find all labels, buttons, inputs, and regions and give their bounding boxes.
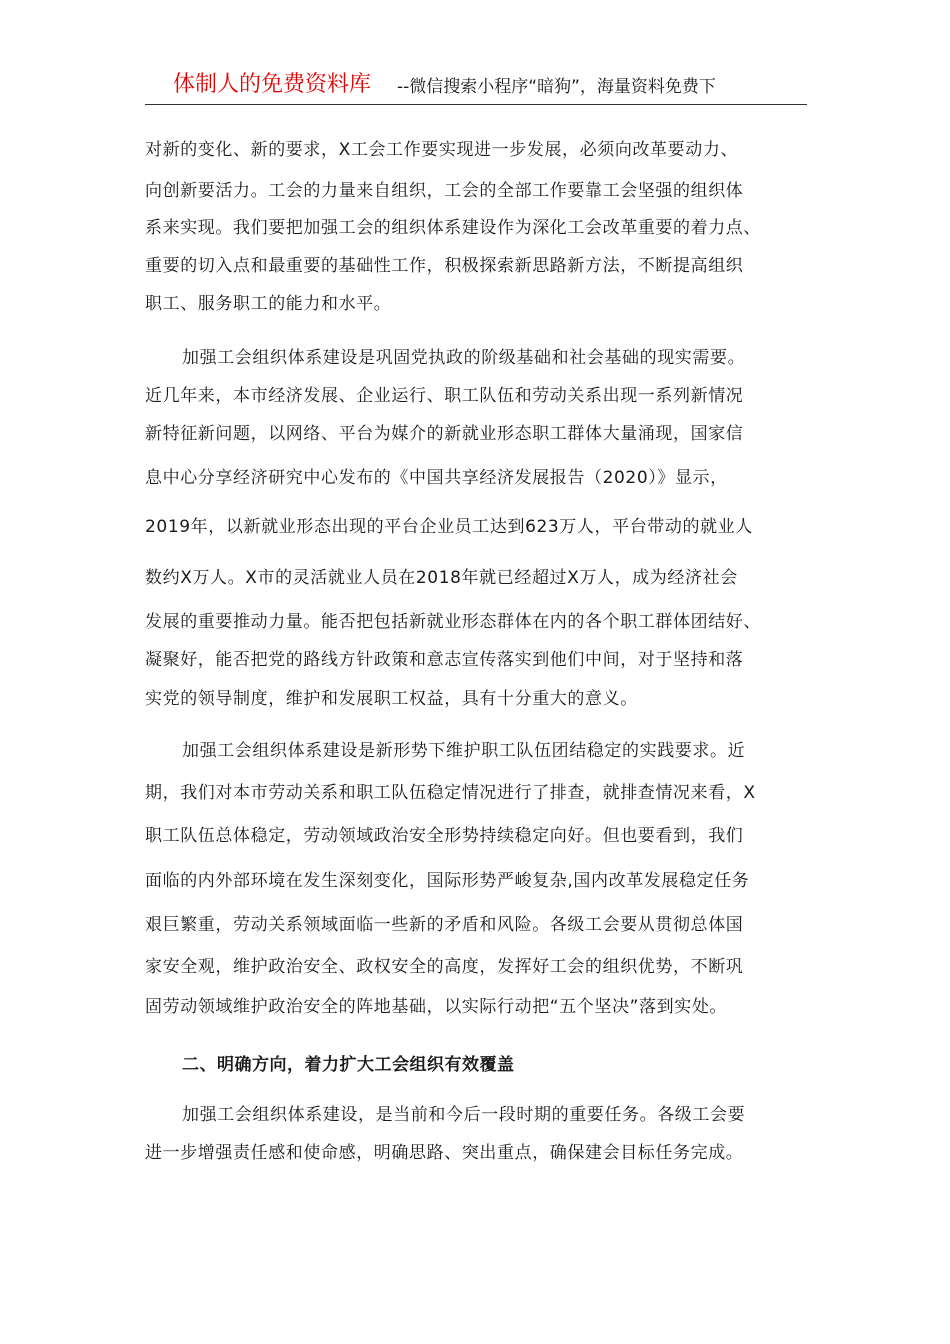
header-brand: 体制人的免费资料库 [173,72,372,97]
paragraph-line: 向创新要活力。工会的力量来自组织，工会的全部工作要靠工会坚强的组织体 [145,181,744,201]
paragraph-line: 重要的切入点和最重要的基础性工作，积极探索新思路新方法，不断提高组织 [145,256,744,276]
paragraph-line: 职工队伍总体稳定，劳动领域政治安全形势持续稳定向好。但也要看到，我们 [145,826,744,846]
paragraph-line: 实党的领导制度，维护和发展职工权益，具有十分重大的意义。 [145,689,638,709]
paragraph-line: 数约X万人。X市的灵活就业人员在2018年就已经超过X万人，成为经济社会 [145,568,738,588]
paragraph-line: 系来实现。我们要把加强工会的组织体系建设作为深化工会改革重要的着力点、 [145,218,761,238]
paragraph-line: 面临的内外部环境在发生深刻变化，国际形势严峻复杂,国内改革发展稳定任务 [145,871,750,891]
paragraph-line: 凝聚好，能否把党的路线方针政策和意志宣传落实到他们中间，对于坚持和落 [145,650,744,670]
paragraph-line: 职工、服务职工的能力和水平。 [145,294,392,314]
paragraph-line: 发展的重要推动力量。能否把包括新就业形态群体在内的各个职工群体团结好、 [145,612,761,632]
header-tagline: --微信搜索小程序“暗狗”，海量资料免费下 [397,77,716,97]
paragraph-line: 息中心分享经济研究中心发布的《中国共享经济发展报告（2020）》显示， [145,468,728,488]
paragraph-line: 对新的变化、新的要求，X工会工作要实现进一步发展，必须向改革要动力、 [145,140,739,160]
paragraph-line: 进一步增强责任感和使命感，明确思路、突出重点，确保建会目标任务完成。 [145,1143,744,1163]
paragraph-line: 期，我们对本市劳动关系和职工队伍稳定情况进行了排查，就排查情况来看，X [145,783,756,803]
paragraph-line: 固劳动领域维护政治安全的阵地基础，以实际行动把“五个坚决”落到实处。 [145,997,728,1017]
paragraph-line: 加强工会组织体系建设是新形势下维护职工队伍团结稳定的实践要求。近 [182,741,746,761]
paragraph-line: 近几年来，本市经济发展、企业运行、职工队伍和劳动关系出现一系列新情况 [145,386,744,406]
paragraph-line: 2019年，以新就业形态出现的平台企业员工达到623万人，平台带动的就业人 [145,517,753,537]
paragraph-line: 新特征新问题，以网络、平台为媒介的新就业形态职工群体大量涌现，国家信 [145,424,744,444]
page-header [145,68,807,105]
paragraph-line: 家安全观，维护政治安全、政权安全的高度，发挥好工会的组织优势，不断巩 [145,957,744,977]
paragraph-line: 加强工会组织体系建设是巩固党执政的阶级基础和社会基础的现实需要。 [182,348,746,368]
paragraph-line: 艰巨繁重，劳动关系领域面临一些新的矛盾和风险。各级工会要从贯彻总体国 [145,915,744,935]
paragraph-line: 加强工会组织体系建设，是当前和今后一段时期的重要任务。各级工会要 [182,1105,746,1125]
section-heading: 二、明确方向，着力扩大工会组织有效覆盖 [182,1055,515,1075]
